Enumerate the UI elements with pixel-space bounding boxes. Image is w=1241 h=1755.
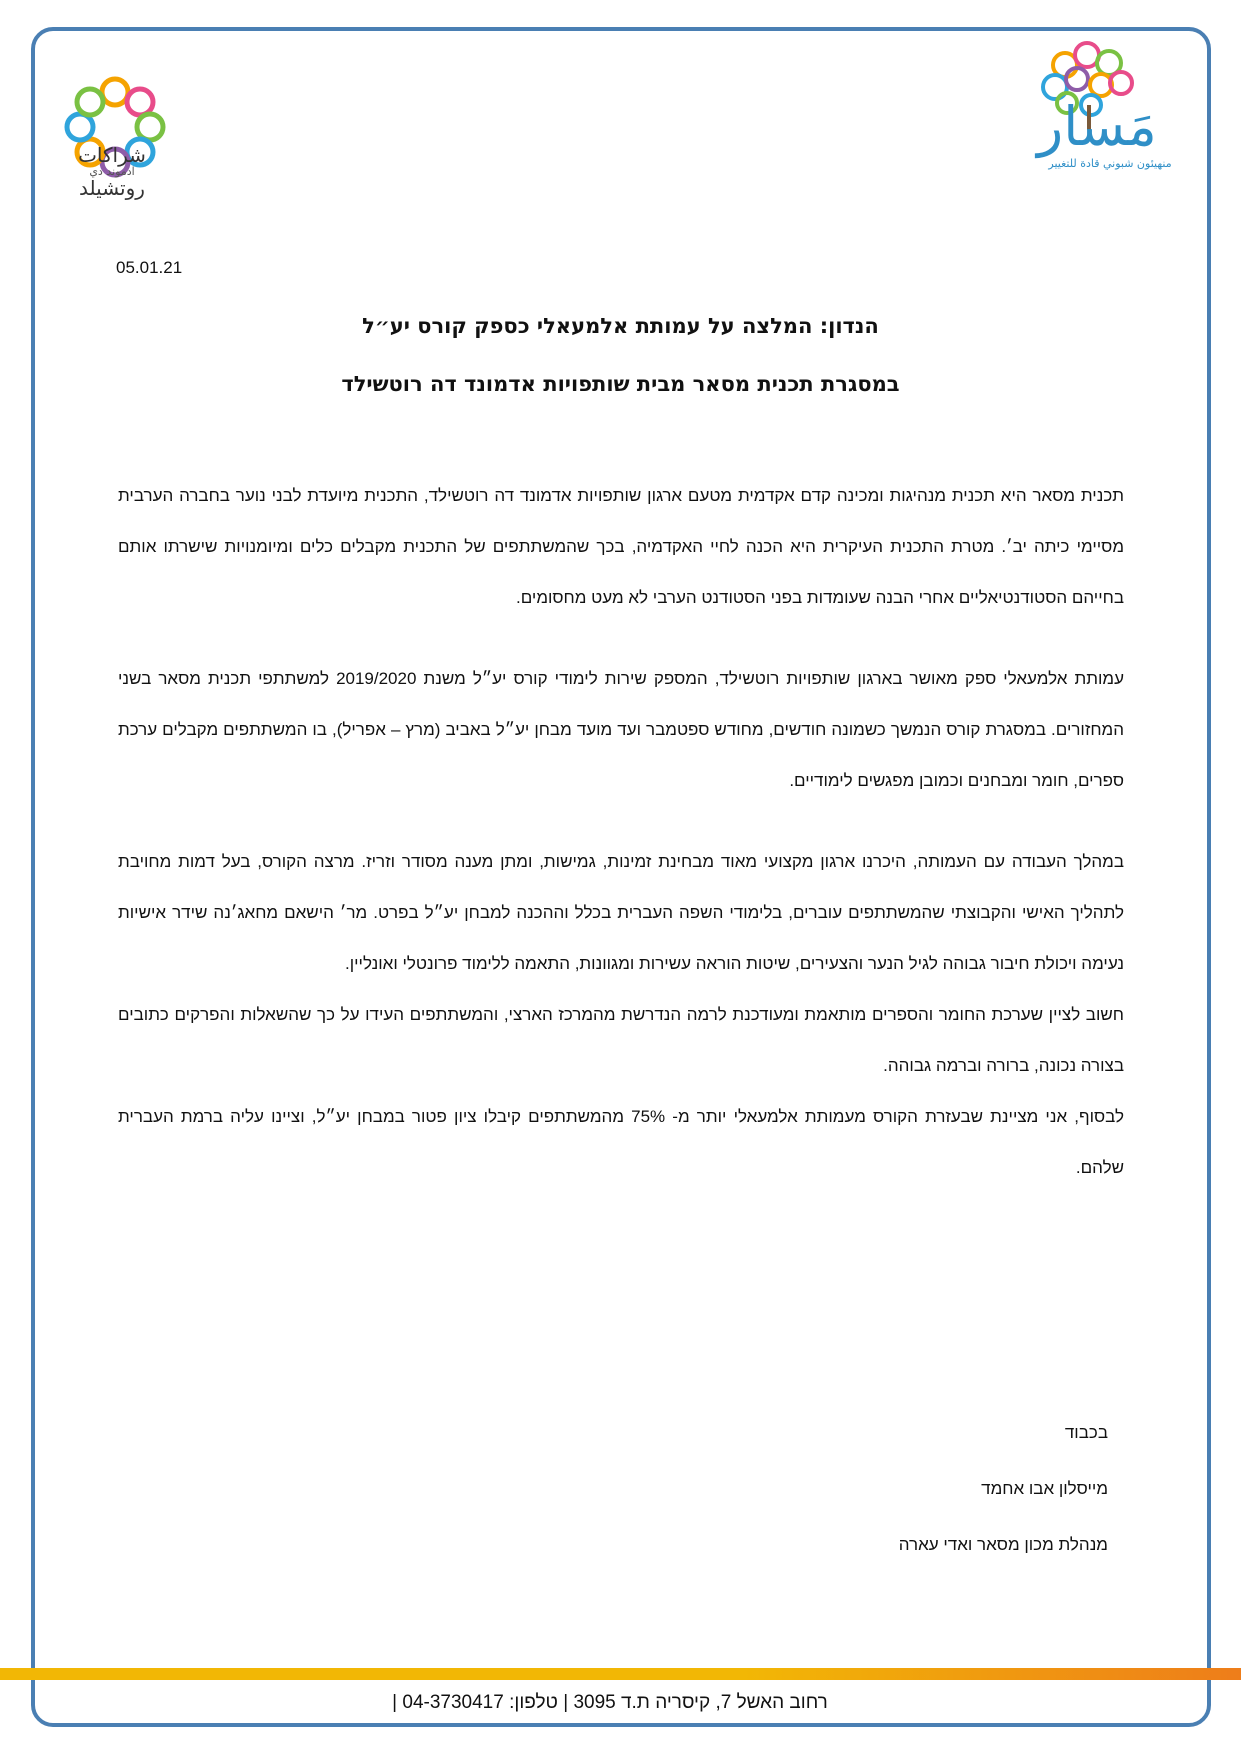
paragraph-intro: תכנית מסאר היא תכנית מנהיגות ומכינה קדם אקדמית מטעם ארגון שותפויות אדמונד דה רוטשילד, התכנית מיועדת לבני נוער בחברה הערבית מסיימי כיתה יב׳. מטרת התכנית העיקרית היא הכנה לחיי האקדמיה, בכך שהמשתתפים של התכנית מקבלים כלים ומיומנויות שישרתו אותם בחייהם הסטודנטיאליים אחרי הבנה שעומדות בפני הסטודנט הערבי לא מעט מחסומים.	[118, 486, 1124, 607]
letter-date: 05.01.21	[116, 258, 183, 277]
right-logo-tagline: منهيئون شبوني قادة للتغيير	[1048, 157, 1172, 170]
letter-body	[118, 470, 1124, 1193]
signature-block	[600, 1405, 1108, 1573]
paragraph-results: לבסוף, אני מציינת שבעזרת הקורס מעמותת אלמעאלי יותר מ- 75% מהמשתתפים קיבלו ציון פטור במבחן יע״ל, וציינו עליה ברמת העברית שלהם.	[118, 1107, 1124, 1177]
left-logo-line3: روتشيلد	[79, 175, 145, 200]
signer-title: מנהלת מכון מסאר ואדי עארה	[898, 1535, 1108, 1554]
footer-color-bar	[0, 1668, 1241, 1680]
signer-name: מייסלון אבו אחמד	[981, 1479, 1108, 1498]
paragraph-experience: במהלך העבודה עם העמותה, היכרנו ארגון מקצועי מאוד מבחינת זמינות, גמישות, ומתן מענה מסודר וזריז. מרצה הקורס, בעל דמות מחויבת לתהליך האישי והקבוצתי שהמשתתפים עוברים, בלימודי השפה העברית בכלל וההכנה למבחן יע״ל בפרט. מר׳ הישאם מחאג׳נה שידר אישיות נעימה ויכולת חיבור גבוהה לגיל הנער והצעירים, שיטות הוראה עשירות ומגוונות, התאמה ללימוד פרונטלי ואונליין.	[118, 852, 1124, 973]
left-logo-line1: شراكات	[78, 143, 146, 167]
footer-address: רחוב האשל 7, קיסריה ת.ד 3095 | טלפון: 04-3730417 |	[392, 1692, 828, 1713]
subject-line-1: הנדון: המלצה על עמותת אלמעאלי כספק קורס יע״ל	[362, 314, 879, 338]
paragraph-materials: חשוב לציין שערכת החומר והספרים מותאמת ומעודכנת לרמה הנדרשת מהמרכז הארצי, והמשתתפים העידו על כך שהשאלות והפרקים כתובים בצורה נכונה, ברורה וברמה גבוהה.	[118, 1005, 1124, 1075]
closing-regards: בכבוד	[1064, 1423, 1108, 1442]
left-logo-line2: ادموند دي	[89, 165, 135, 178]
paragraph-provider: עמותת אלמעאלי ספק מאושר בארגון שותפויות רוטשילד, המספק שירות לימודי קורס יע״ל משנת 2019/2020 למשתתפי תכנית מסאר בשני המחזורים. במסגרת קורס הנמשך כשמונה חודשים, מחודש ספטמבר ועד מועד מבחן יע״ל באביב (מרץ – אפריל), בו המשתתפים מקבלים ערכת ספרים, חומר ומבחנים וכמובן מפגשים לימודיים.	[118, 669, 1124, 790]
subject-line-2: במסגרת תכנית מסאר מבית שותפויות אדמונד דה רוטשילד	[341, 372, 900, 396]
right-logo-name: مَسار	[1037, 95, 1157, 158]
left-logo-text	[62, 145, 162, 199]
